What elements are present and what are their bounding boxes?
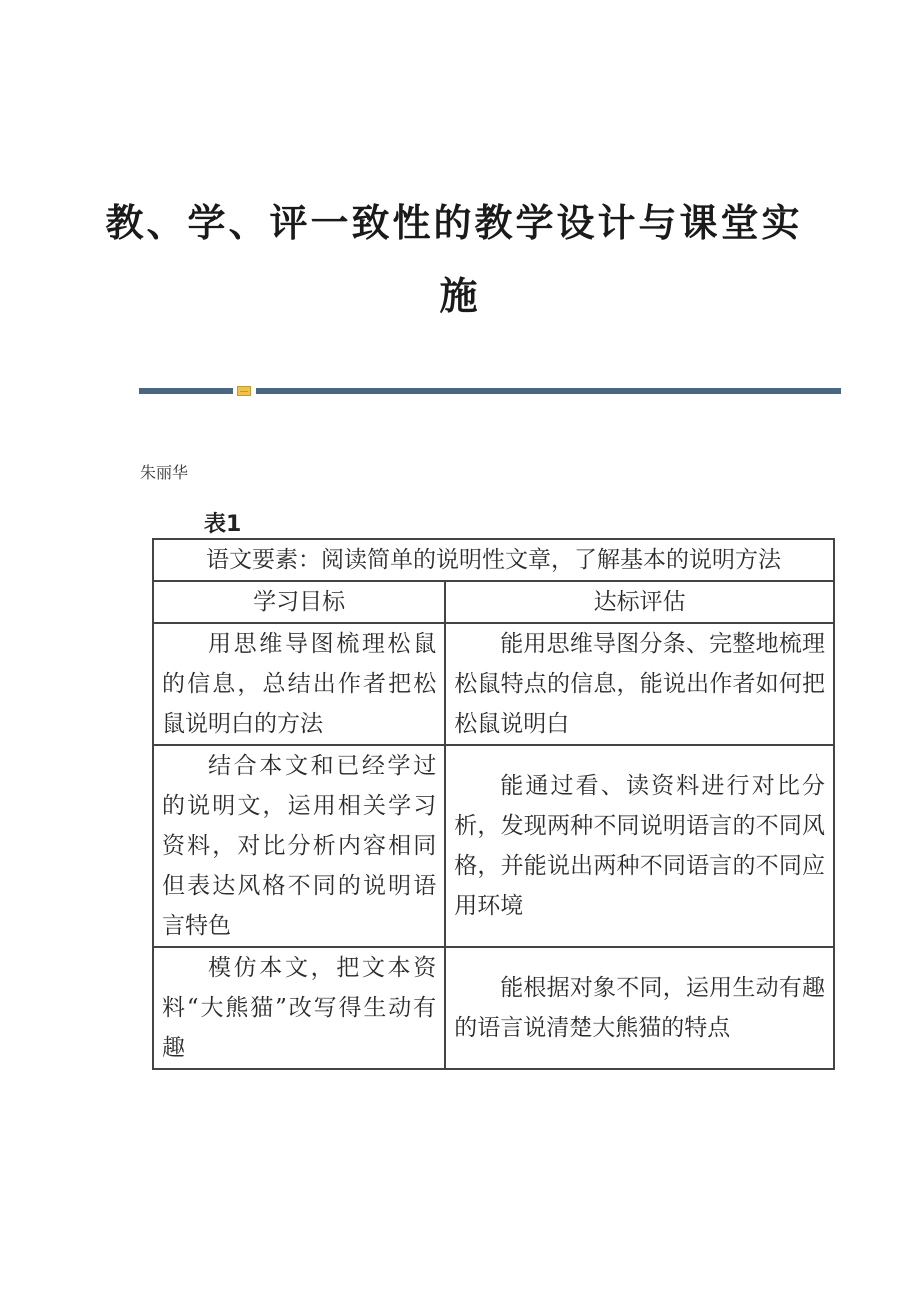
assessment-table	[152, 538, 835, 1070]
goal-cell: 结合本文和已经学过的说明文，运用相关学习资料，对比分析内容相同但表达风格不同的说明语言特色	[153, 745, 445, 947]
divider-ornament-icon	[237, 386, 251, 396]
title-divider	[139, 386, 841, 396]
table-row	[153, 745, 834, 947]
document-title-line-1: 教、学、评一致性的教学设计与课堂实	[105, 200, 803, 245]
table-row	[153, 539, 834, 581]
assessment-cell: 能通过看、读资料进行对比分析，发现两种不同说明语言的不同风格，并能说出两种不同语言的不同应用环境	[445, 745, 834, 947]
assessment-cell: 能根据对象不同，运用生动有趣的语言说清楚大熊猫的特点	[445, 947, 834, 1069]
language-element-cell: 语文要素：阅读简单的说明性文章，了解基本的说明方法	[153, 539, 834, 581]
author-name: 朱丽华	[140, 463, 189, 482]
goal-cell: 用思维导图梳理松鼠的信息，总结出作者把松鼠说明白的方法	[153, 623, 445, 745]
divider-bar-left	[139, 388, 233, 394]
goal-cell: 模仿本文，把文本资料“大熊猫”改写得生动有趣	[153, 947, 445, 1069]
table-header-row	[153, 581, 834, 623]
table-row	[153, 947, 834, 1069]
document-title-line-2: 施	[439, 273, 481, 318]
column-header-goal: 学习目标	[153, 581, 445, 623]
column-header-assessment: 达标评估	[445, 581, 834, 623]
assessment-cell: 能用思维导图分条、完整地梳理松鼠特点的信息，能说出作者如何把松鼠说明白	[445, 623, 834, 745]
divider-bar-right	[256, 388, 841, 394]
table-row	[153, 623, 834, 745]
table-caption: 表1	[204, 512, 242, 537]
